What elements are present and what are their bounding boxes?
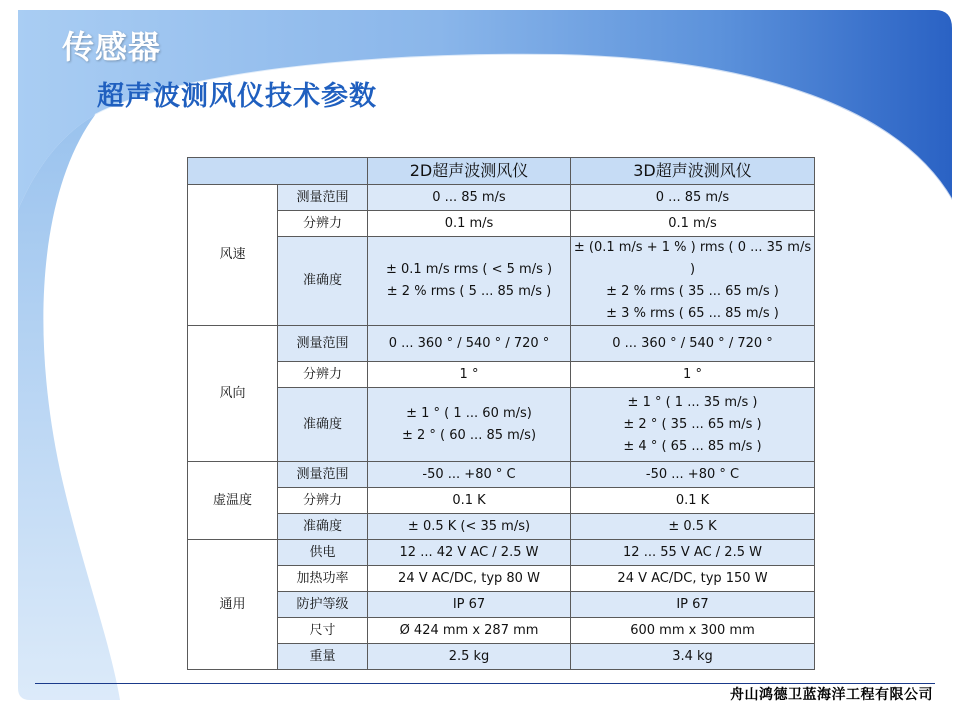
category-cell: 风速 [188,185,278,326]
value-3d: 0 ... 85 m/s [571,185,815,211]
param-label: 准确度 [278,514,368,540]
param-label: 测量范围 [278,326,368,362]
value-2d: 1 ° [368,362,571,388]
value-3d: 600 mm x 300 mm [571,618,815,644]
value-3d: -50 ... +80 ° C [571,462,815,488]
category-cell: 通用 [188,540,278,670]
value-2d: IP 67 [368,592,571,618]
value-3d: ± (0.1 m/s + 1 % ) rms ( 0 ... 35 m/s ) ± 2 % rms ( 35 ... 65 m/s ) ± 3 % rms ( 65 ... 85 m/s ) [571,237,815,326]
category-cell: 虚温度 [188,462,278,540]
value-3d: ± 0.5 K [571,514,815,540]
table-row [188,237,815,326]
value-2d: 0.1 m/s [368,211,571,237]
value-3d: ± 1 ° ( 1 ... 35 m/s ) ± 2 ° ( 35 ... 65 m/s ) ± 4 ° ( 65 ... 85 m/s ) [571,388,815,462]
param-label: 重量 [278,644,368,670]
table-row [188,462,815,488]
param-label: 准确度 [278,237,368,326]
value-2d: 0 ... 85 m/s [368,185,571,211]
category-cell: 风向 [188,326,278,462]
value-3d: 24 V AC/DC, typ 150 W [571,566,815,592]
table-header-row [188,158,815,185]
value-2d: 2.5 kg [368,644,571,670]
company-name: 舟山鸿德卫蓝海洋工程有限公司 [730,687,933,703]
header-2d: 2D超声波测风仪 [368,158,571,185]
table-row [188,514,815,540]
table-row [188,644,815,670]
value-2d: 24 V AC/DC, typ 80 W [368,566,571,592]
value-3d: 1 ° [571,362,815,388]
value-2d: 0 ... 360 ° / 540 ° / 720 ° [368,326,571,362]
param-label: 分辨力 [278,362,368,388]
table-row [188,211,815,237]
param-label: 分辨力 [278,488,368,514]
param-label: 测量范围 [278,185,368,211]
param-label: 分辨力 [278,211,368,237]
header-blank [188,158,368,185]
table-row [188,540,815,566]
header-3d: 3D超声波测风仪 [571,158,815,185]
table-row [188,388,815,462]
param-label: 加热功率 [278,566,368,592]
table-row [188,488,815,514]
table-row [188,592,815,618]
table-row [188,326,815,362]
param-label: 供电 [278,540,368,566]
param-label: 尺寸 [278,618,368,644]
value-3d: 3.4 kg [571,644,815,670]
value-3d: 0.1 K [571,488,815,514]
value-2d: 12 ... 42 V AC / 2.5 W [368,540,571,566]
table-row [188,618,815,644]
value-3d: 0 ... 360 ° / 540 ° / 720 ° [571,326,815,362]
slide-title: 传感器 [62,28,162,66]
value-3d: IP 67 [571,592,815,618]
value-2d: -50 ... +80 ° C [368,462,571,488]
table-row [188,566,815,592]
spec-table [187,157,815,670]
value-2d: ± 0.5 K (< 35 m/s) [368,514,571,540]
value-2d: ± 0.1 m/s rms ( < 5 m/s ) ± 2 % rms ( 5 ... 85 m/s ) [368,237,571,326]
value-2d: 0.1 K [368,488,571,514]
value-2d: ± 1 ° ( 1 ... 60 m/s) ± 2 ° ( 60 ... 85 m/s) [368,388,571,462]
param-label: 防护等级 [278,592,368,618]
table-row [188,185,815,211]
value-3d: 0.1 m/s [571,211,815,237]
param-label: 测量范围 [278,462,368,488]
value-3d: 12 ... 55 V AC / 2.5 W [571,540,815,566]
param-label: 准确度 [278,388,368,462]
slide-subtitle: 超声波测风仪技术参数 [97,81,377,112]
value-2d: Ø 424 mm x 287 mm [368,618,571,644]
table-row [188,362,815,388]
